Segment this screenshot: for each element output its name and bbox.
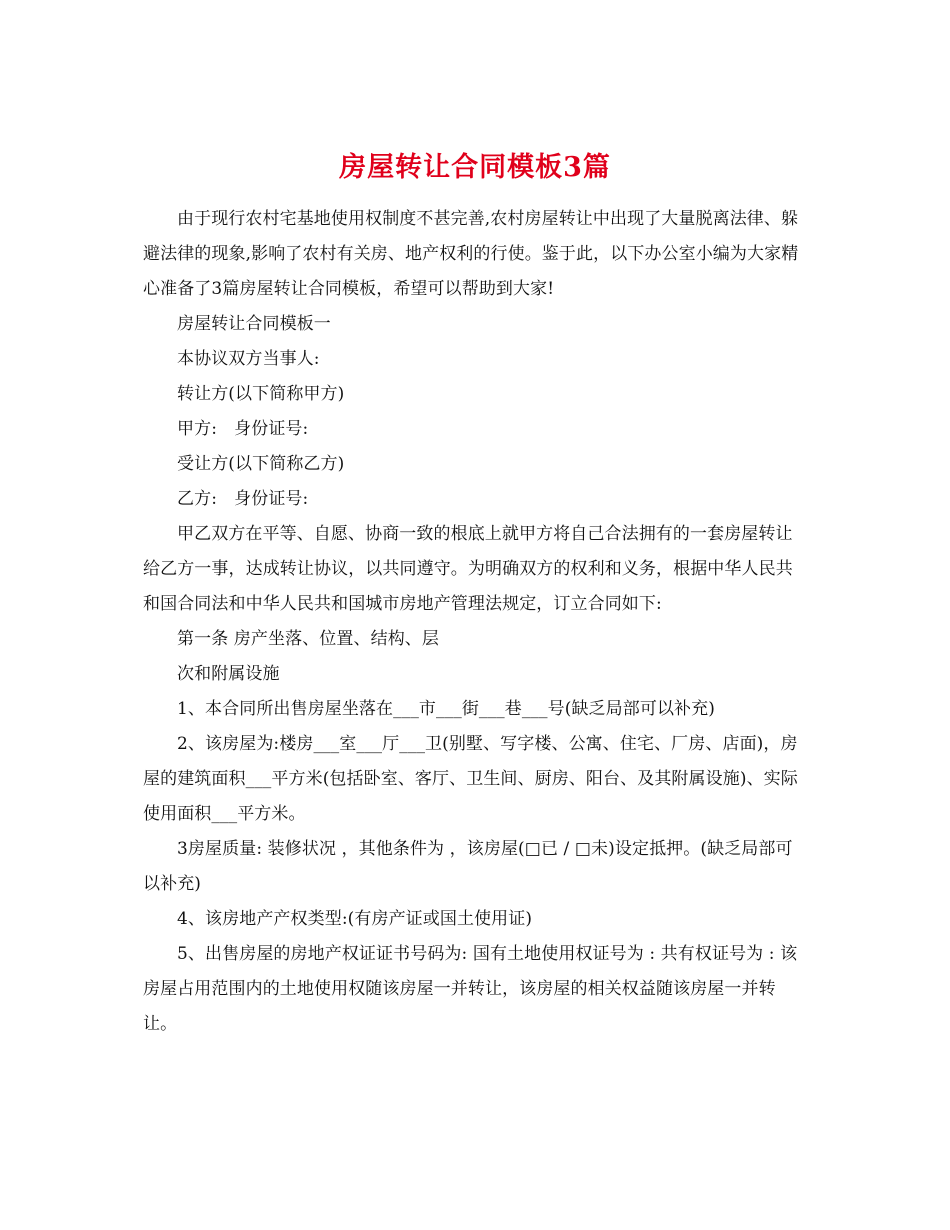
transferor-label: 转让方(以下简称甲方) xyxy=(177,384,345,404)
article-one-heading-continued: 次和附属设施 xyxy=(177,664,280,684)
clause-4-property-type: 4、该房地产产权类型:(有房产证或国土使用证) xyxy=(177,909,533,929)
intro-paragraph: 由于现行农村宅基地使用权制度不甚完善,农村房屋转让中出现了大量脱离法律、躲避法律的现象,影响了农村有关房、地产权利的行使。鉴于此，以下办公室小编为大家精心准备了3篇房屋转让合同模板，希望可以帮助到大家! xyxy=(143,209,799,299)
agreement-paragraph: 甲乙双方在平等、自愿、协商一致的根底上就甲方将自己合法拥有的一套房屋转让给乙方一事，达成转让协议，以共同遵守。为明确双方的权利和义务，根据中华人民共和国合同法和中华人民共和国城市房地产管理法规定，订立合同如下: xyxy=(143,524,793,614)
document-body xyxy=(143,202,807,1042)
party-a-id-line: 甲方: 身份证号: xyxy=(177,419,309,439)
clause-1-location: 1、本合同所出售房屋坐落在___市___街___巷___号(缺乏局部可以补充) xyxy=(177,699,715,719)
document-title: 房屋转让合同模板3篇 xyxy=(339,152,611,184)
party-b-id-line: 乙方: 身份证号: xyxy=(177,489,309,509)
template-one-heading: 房屋转让合同模板一 xyxy=(177,314,331,334)
clause-2-house-type: 2、该房屋为:楼房___室___厅___卫(别墅、写字楼、公寓、住宅、厂房、店面)，房屋的建筑面积___平方米(包括卧室、客厅、卫生间、厨房、阳台、及其附属设施)、实际使用面积___平方米。 xyxy=(143,734,798,824)
article-one-heading: 第一条 房产坐落、位置、结构、层 xyxy=(177,629,440,649)
transferee-label: 受让方(以下简称乙方) xyxy=(177,454,345,474)
parties-heading: 本协议双方当事人: xyxy=(177,349,320,369)
clause-5-certificates: 5、出售房屋的房地产权证证书号码为: 国有土地使用权证号为 : 共有权证号为 : 该房屋占用范围内的土地使用权随该房屋一并转让，该房屋的相关权益随该房屋一并转让。 xyxy=(143,944,798,1034)
clause-3-quality: 3房屋质量: 装修状况 ，其他条件为 ，该房屋(□已 / □未)设定抵押。(缺乏局部可以补充) xyxy=(143,839,793,894)
